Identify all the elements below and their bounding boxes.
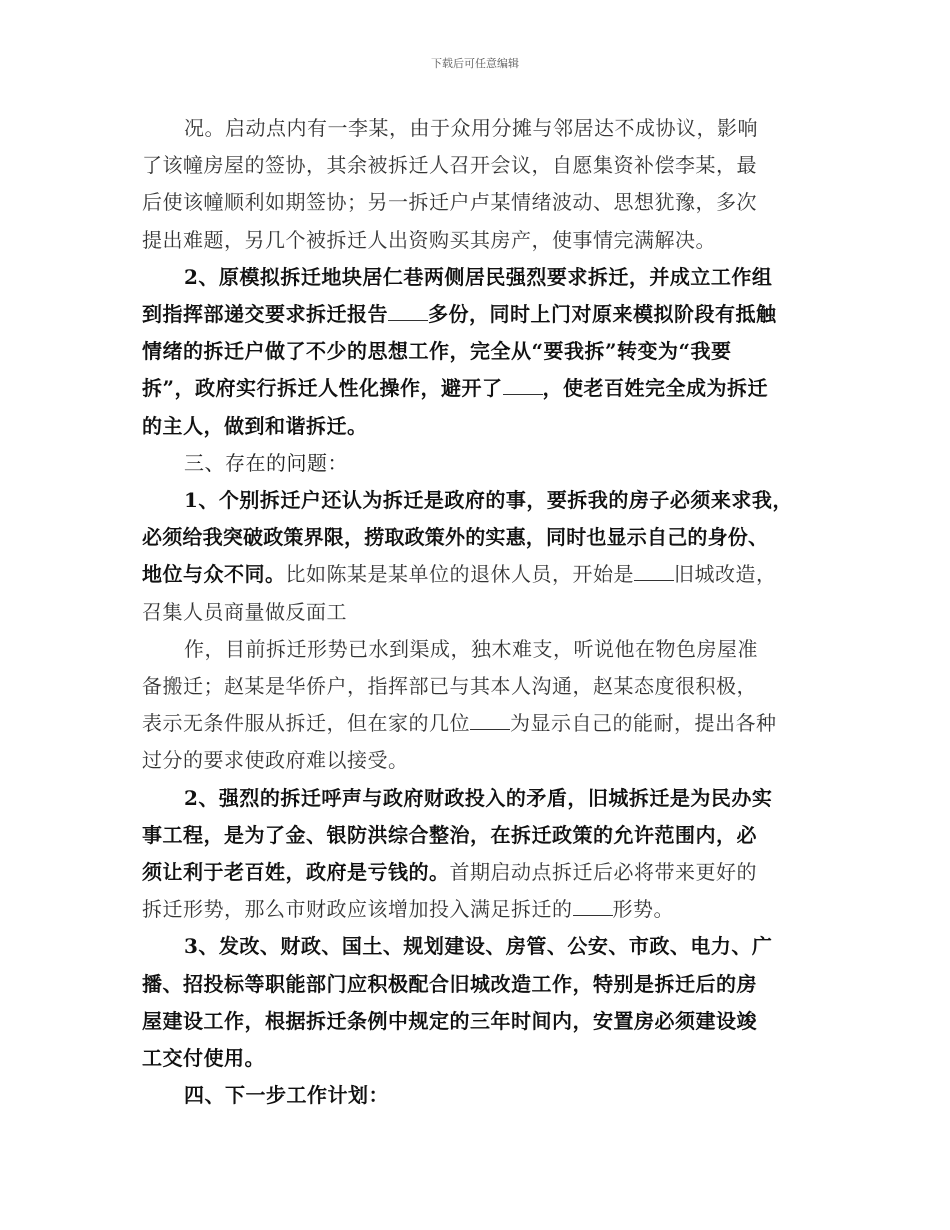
text-segment: 首期启动点拆迁后必将带来更好的 bbox=[449, 860, 757, 885]
text-line: 备搬迁；赵某是华侨户，指挥部已与其本人沟通，赵某态度很积极， bbox=[142, 674, 757, 699]
text-line bbox=[142, 296, 822, 333]
text-line: 播、招投标等职能部门应积极配合旧城改造工作，特别是拆迁后的房 bbox=[142, 971, 757, 996]
text-segment: 多份，同时上门对原来模拟阶段有抵触 bbox=[428, 302, 777, 327]
text-segment: 表示无条件服从拆迁，但在家的几位 bbox=[142, 711, 470, 736]
text-segment: 形势。 bbox=[612, 897, 674, 922]
text-segment: 旧城改造， bbox=[674, 562, 777, 587]
paragraph-6 bbox=[142, 928, 822, 1077]
text-line: 屋建设工作，根据拆迁条例中规定的三年时间内，安置房必须建设竣 bbox=[142, 1008, 757, 1033]
text-line: 必须给我突破政策界限，捞取政策外的实惠，同时也显示自己的身份、 bbox=[142, 525, 769, 550]
text-segment: 比如陈某是某单位的退休人员，开始是 bbox=[285, 562, 634, 587]
paragraph-4 bbox=[142, 631, 822, 780]
text-line: 事工程，是为了金、银防洪综合整治，在拆迁政策的允许范围内，必 bbox=[142, 822, 757, 847]
heading-text: 三、存在的问题： bbox=[184, 450, 348, 475]
paragraph-3 bbox=[142, 482, 822, 631]
text-line: 提出难题，另几个被拆迁人出资购买其房产，使事情完满解决。 bbox=[142, 227, 716, 252]
text-line: 3、发改、财政、国土、规划建设、房管、公安、市政、电力、广 bbox=[184, 934, 773, 959]
text-line: 的主人，做到和谐拆迁。 bbox=[142, 413, 368, 438]
fill-in-blank bbox=[573, 897, 613, 916]
section-heading-3 bbox=[142, 445, 822, 482]
text-line bbox=[142, 854, 822, 891]
text-segment: 须让利于老百姓，政府是亏钱的。 bbox=[142, 860, 450, 885]
text-line bbox=[142, 705, 822, 742]
text-segment: 到指挥部递交要求拆迁报告 bbox=[142, 302, 388, 327]
text-line bbox=[142, 891, 822, 928]
text-line: 了该幢房屋的签协，其余被拆迁人召开会议，自愿集资补偿李某，最 bbox=[142, 153, 757, 178]
section-heading-4 bbox=[142, 1077, 822, 1114]
text-segment: 为显示自己的能耐，提出各种 bbox=[510, 711, 777, 736]
paragraph-5 bbox=[142, 780, 822, 929]
text-line bbox=[142, 370, 822, 407]
fill-in-blank bbox=[503, 376, 543, 395]
text-line: 工交付使用。 bbox=[142, 1046, 265, 1071]
paragraph-2 bbox=[142, 259, 822, 445]
text-line: 1、个别拆迁户还认为拆迁是政府的事，要拆我的房子必须来求我， bbox=[184, 488, 793, 513]
text-segment: 地位与众不同。 bbox=[142, 562, 286, 587]
document-body bbox=[142, 110, 822, 1114]
text-line: 情绪的拆迁户做了不少的思想工作，完全从“要我拆”转变为“我要 bbox=[142, 339, 732, 364]
text-line: 后使该幢顺利如期签协；另一拆迁户卢某情绪波动、思想犹豫，多次 bbox=[142, 190, 757, 215]
text-line: 况。启动点内有一李某，由于众用分摊与邻居达不成协议，影响 bbox=[184, 116, 758, 140]
text-line bbox=[142, 556, 822, 593]
text-segment: 拆迁形势，那么市财政应该增加投入满足拆迁的 bbox=[142, 897, 573, 922]
text-line: 过分的要求使政府难以接受。 bbox=[142, 748, 409, 773]
text-line: 召集人员商量做反面工 bbox=[142, 599, 347, 624]
fill-in-blank bbox=[388, 302, 428, 321]
text-segment: ，使老百姓完全成为拆迁 bbox=[542, 376, 769, 401]
fill-in-blank bbox=[634, 562, 674, 581]
heading-text: 四、下一步工作计划： bbox=[184, 1083, 389, 1108]
fill-in-blank bbox=[470, 711, 510, 730]
text-line: 2、强烈的拆迁呼声与政府财政投入的矛盾，旧城拆迁是为民办实 bbox=[184, 785, 773, 810]
text-segment: 拆”，政府实行拆迁人性化操作，避开了 bbox=[142, 376, 503, 401]
paragraph-1 bbox=[142, 110, 822, 259]
text-line: 2、原模拟拆迁地块居仁巷两侧居民强烈要求拆迁，并成立工作组 bbox=[184, 264, 773, 289]
page-header: 下载后可任意编辑 bbox=[431, 57, 519, 70]
text-line: 作，目前拆迁形势已水到渠成，独木难支，听说他在物色房屋准 bbox=[184, 636, 758, 661]
